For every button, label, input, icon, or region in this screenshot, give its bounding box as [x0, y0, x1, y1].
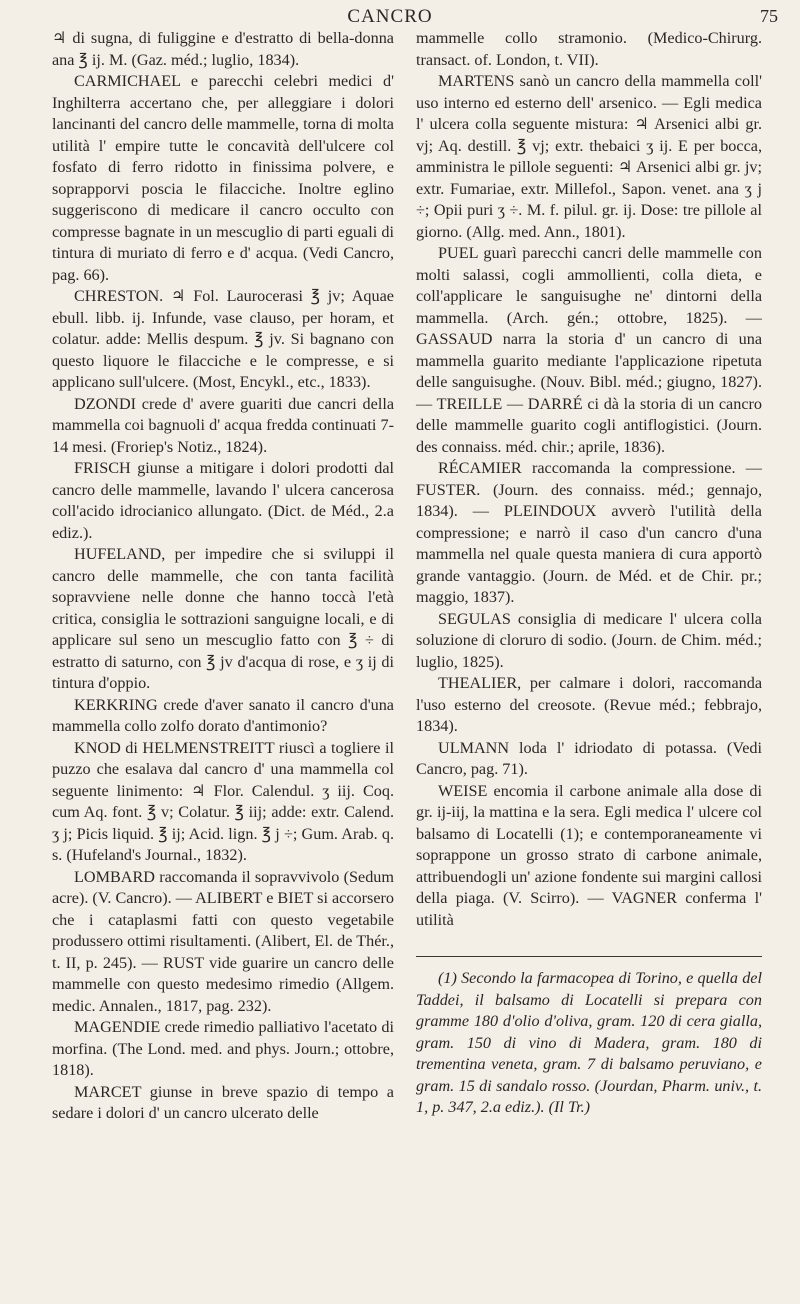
paragraph: MARTENS sanò un cancro della mammella coll' uso interno ed esterno dell' arsenico. — Egli medica l' ulcera colla seguente mistura: ♃ Arsenici albi gr. vj; Aq. destill. ℥ vj; extr. thebaici ʒ ij. E per bocca, amministra le pillole seguenti: ♃ Arsenici albi gr. jv; extr. Fumariae, extr. Millefol., Sapon. venet. ana ʒ j ÷; Opii puri ʒ ÷. M. f. pilul. gr. ij. Dose: tre pillole al giorno. (Allg. med. Ann., 1801).: [416, 72, 762, 241]
paragraph: CARMICHAEL e parecchi celebri medici d' Inghilterra accertano che, per alleggiare i dolori lancinanti del cancro delle mammelle, torna di molta utilità l' empire tutte le concavità dell'ulcere col fosfato di ferro ridotto in finissima polvere, e soprapporvi poscia le filacciche. Inoltre eglino suggeriscono di medicare il cancro occulto con compresse bagnate in un mescuglio di parti eguali di tintura di muriato di ferro e d' acqua. (Vedi Cancro, pag. 66).: [52, 72, 394, 284]
paragraph: RÉCAMIER raccomanda la compressione. — FUSTER. (Journ. des connaiss. méd.; gennajo, 1834). — PLEINDOUX avverò l'utilità della compressione; e narrò il caso d'un cancro d'una mammella nel quale questa maniera di cura apportò grande vantaggio. (Journ. de Méd. et de Chir. pr.; maggio, 1837).: [416, 459, 762, 606]
paragraph: FRISCH giunse a mitigare i dolori prodotti dal cancro delle mammelle, lavando l' ulcera cancerosa coll'acido idrocianico allungato. (Dict. de Méd., 2.a ediz.).: [52, 459, 394, 542]
paragraph: ♃ di sugna, di fuliggine e d'estratto di bella-donna ana ℥ ij. M. (Gaz. méd.; luglio, 1834).: [52, 29, 394, 69]
paragraph: KERKRING crede d'aver sanato il cancro d'una mammella collo zolfo dorato d'antimonio?: [52, 695, 394, 735]
paragraph: PUEL guarì parecchi cancri delle mammelle con molti salassi, cogli ammollienti, colla dieta, e coll'applicare le sanguisughe ne' dintorni della mammella. (Arch. gén.; ottobre, 1825). — GASSAUD narra la storia d' un cancro di una mammella guarito mediante l'applicazione ripetuta delle sanguisughe. (Nouv. Bibl. méd.; giugno, 1827). — TREILLE — DARRÉ ci dà la storia di un cancro delle mammelle guarito cogli antiflogistici. (Journ. des connaiss. méd. chir.; aprile, 1836).: [416, 244, 762, 456]
running-header: [0, 4, 800, 30]
right-column: [416, 28, 762, 931]
paragraph: MAGENDIE crede rimedio palliativo l'acetato di morfina. (The Lond. med. and phys. Journ.; ottobre, 1818).: [52, 1018, 394, 1079]
running-title: CANCRO: [347, 6, 433, 27]
paragraph: CHRESTON. ♃ Fol. Laurocerasi ℥ jv; Aquae ebull. libb. ij. Infunde, vase clauso, per horam, et colatur. adde: Mellis despum. ℥ jv. Si bagnano con questo liquore le filacciche e le compresse, e si applicano sull'ulcere. (Most, Encykl., etc., 1833).: [52, 287, 394, 391]
paragraph: mammelle collo stramonio. (Medico-Chirurg. transact. of. London, t. VII).: [416, 29, 762, 69]
paragraph: SEGULAS consiglia di medicare l' ulcera colla soluzione di cloruro di sodio. (Journ. de Chim. méd.; luglio, 1825).: [416, 609, 762, 671]
footnote-text: (1) Secondo la farmacopea di Torino, e quella del Taddei, il balsamo di Locatelli si prepara con gramme 180 d'olio d'oliva, gram. 120 di cera gialla, gram. 150 di vino di Madera, gram. 180 di trementina veneta, gram. 7 di balsamo peruviano, e gram. 15 di sandalo rosso. (Jourdan, Pharm. univ., t. 1, p. 347, 2.a ediz.). (Il Tr.): [416, 969, 762, 1116]
paragraph: HUFELAND, per impedire che si sviluppi il cancro delle mammelle, che con tanta facilità sopravviene nelle donne che hanno toccà l'età critica, consiglia le sottrazioni sanguigne locali, e di applicare sul seno un mescuglio fatto con ℥ ÷ di estratto di saturno, con ℥ jv d'acqua di rose, e ʒ ij di tintura d'oppio.: [52, 545, 394, 692]
page-number: 75: [760, 6, 778, 26]
paragraph: LOMBARD raccomanda il sopravvivolo (Sedum acre). (V. Cancro). — ALIBERT e BIET si accorsero che i cataplasmi fatti con questo vegetabile produssero ottimi risultamenti. (Alibert, El. de Thér., t. II, p. 245). — RUST vide guarire un cancro delle mammelle con questo medesimo rimedio (Allgem. medic. Annalen., 1817, pag. 232).: [52, 867, 395, 1015]
paragraph: KNOD di HELMENSTREITT riuscì a togliere il puzzo che esalava dal cancro d' una mammella col seguente linimento: ♃ Flor. Calendul. ʒ iij. Coq. cum Aq. font. ℥ v; Colatur. ℥ iij; adde: extr. Calend. ʒ j; Picis liquid. ℥ ij; Acid. lign. ℥ j ÷; Gum. Arab. q. s. (Hufeland's Journal., 1832).: [52, 738, 394, 864]
footnote-rule: [416, 956, 762, 957]
left-column: [52, 28, 394, 1125]
paragraph: WEISE encomia il carbone animale alla dose di gr. ij-iij, la mattina e la sera. Egli medica l' ulcere col balsamo di Locatelli (1); e contemporaneamente vi soprappone un grosso strato di carbone animale, attribuendogli un' azione fondente sui margini callosi della piaga. (V. Scirro). — VAGNER conferma l' utilità: [416, 781, 762, 929]
paragraph: MARCET giunse in breve spazio di tempo a sedare i dolori d' un cancro ulcerato delle: [52, 1082, 394, 1122]
paragraph: DZONDI crede d' avere guariti due cancri della mammella coi bagnuoli d' acqua fredda continuati 7-14 mesi. (Froriep's Notiz., 1824).: [52, 394, 394, 456]
paragraph: THEALIER, per calmare i dolori, raccomanda l'uso esterno del creosote. (Revue méd.; febbrajo, 1834).: [416, 674, 762, 735]
paragraph: ULMANN loda l' idriodato di potassa. (Vedi Cancro, pag. 71).: [416, 738, 762, 778]
footnote: [416, 968, 762, 1119]
